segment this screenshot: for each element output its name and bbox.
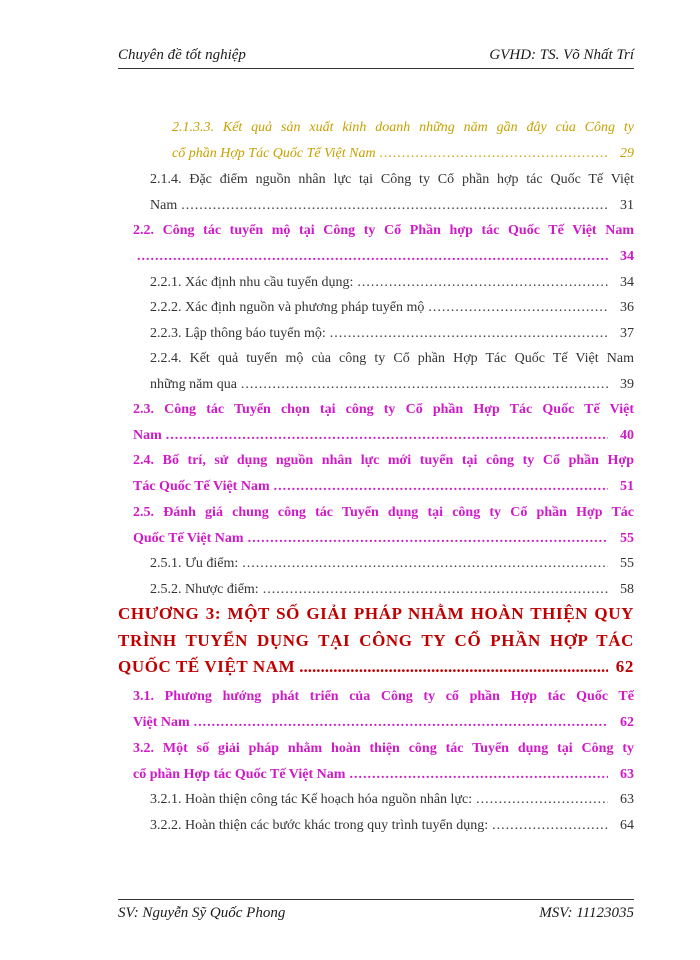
toc-leader-dots	[299, 657, 608, 677]
toc-page-number: 62	[615, 657, 634, 676]
toc-entry-text: cổ phần Hợp tác Quốc Tế Việt Nam	[133, 767, 346, 782]
toc-leader-dots	[476, 792, 608, 808]
toc-entry-last-line	[118, 651, 634, 677]
toc-page-number: 40	[620, 428, 634, 443]
toc-leader-dots	[181, 198, 608, 214]
toc-entry-last-line	[133, 757, 634, 783]
toc-leader-dots	[492, 818, 608, 834]
toc-page-number: 37	[620, 326, 634, 341]
toc-entry-text: 2.2.3. Lập thông báo tuyển mộ:	[150, 326, 326, 341]
toc-entry-last-line	[150, 782, 634, 808]
toc-leader-dots	[241, 377, 608, 393]
toc-entry-text: 3.2. Một số giải pháp nhằm hoàn thiện công tác Tuyển dụng tại Công ty	[133, 741, 634, 756]
toc-entry-line	[133, 731, 634, 757]
toc-page-number: 34	[620, 249, 634, 264]
toc-entry-last-line	[150, 188, 634, 214]
toc-entry-last-line	[150, 546, 634, 572]
toc-page-number: 58	[620, 582, 634, 597]
toc-entry-text: CHƯƠNG 3: MỘT SỐ GIẢI PHÁP NHẰM HOÀN THIỆN QUY	[118, 604, 634, 623]
toc-entry-last-line	[172, 136, 634, 162]
toc-leader-dots	[274, 479, 608, 495]
header-right: GVHD: TS. Võ Nhất Trí	[489, 47, 634, 63]
toc-entry-text: 2.1.3.3. Kết quả sản xuất kinh doanh những năm gần đây của Công ty	[172, 120, 634, 135]
toc-entry-line	[133, 213, 634, 239]
toc-leader-dots	[357, 275, 608, 291]
header-left: Chuyên đề tốt nghiệp	[118, 47, 246, 63]
toc-entry-line	[118, 598, 634, 624]
toc-entry-text: cổ phần Hợp Tác Quốc Tế Việt Nam	[172, 146, 376, 161]
footer-left: SV: Nguyễn Sỹ Quốc Phong	[118, 904, 286, 921]
toc-leader-dots	[330, 326, 608, 342]
toc-entry-text: Tác Quốc Tế Việt Nam	[133, 479, 270, 494]
toc-entry-text: 2.2.4. Kết quả tuyển mộ của công ty Cổ phần Hợp Tác Quốc Tế Việt Nam	[150, 351, 634, 366]
toc-entry-last-line	[150, 367, 634, 393]
toc-entry-last-line	[133, 705, 634, 731]
toc-entry-text: 2.2.2. Xác định nguồn và phương pháp tuyển mộ	[150, 300, 425, 315]
page-footer	[118, 899, 634, 926]
toc-entry-line	[133, 392, 634, 418]
toc-entry-last-line	[150, 572, 634, 598]
toc-page-number: 36	[620, 300, 634, 315]
toc-entry-last-line	[133, 469, 634, 495]
toc-entry-line	[118, 625, 634, 651]
toc-entry-line	[150, 341, 634, 367]
toc-page-number: 31	[620, 198, 634, 213]
toc-entry-text: 2.3. Công tác Tuyển chọn tại công ty Cổ phần Hợp Tác Quốc Tế Việt	[133, 402, 634, 417]
toc-entry-text: 3.2.1. Hoàn thiện công tác Kế hoạch hóa nguồn nhân lực:	[150, 792, 473, 807]
toc-leader-dots	[263, 582, 608, 598]
footer-right: MSV: 11123035	[539, 904, 634, 921]
toc-page-number: 62	[620, 715, 634, 730]
toc-entry-line	[133, 495, 634, 521]
toc-entry-text: 2.5.1. Ưu điểm:	[150, 556, 239, 571]
toc-entry-text: Nam	[133, 428, 162, 443]
toc-entry-line	[133, 443, 634, 469]
toc-entry-text: 2.2. Công tác tuyển mộ tại Công ty Cổ Phần hợp tác Quốc Tế Việt Nam	[133, 223, 634, 238]
toc-leader-dots	[242, 556, 608, 572]
toc-entry-last-line	[133, 418, 634, 444]
toc-entry-text: 3.1. Phương hướng phát triển của Công ty cổ phần Hợp tác Quốc Tế	[133, 689, 634, 704]
page-header	[118, 38, 634, 69]
toc-entry-text: Quốc Tế Việt Nam	[133, 531, 244, 546]
toc-entry-text: 2.4. Bố trí, sử dụng nguồn nhân lực mới tuyển tại công ty Cổ phần Hợp	[133, 453, 634, 468]
toc-page-number: 64	[620, 818, 634, 833]
toc-entry-text: TRÌNH TUYỂN DỤNG TẠI CÔNG TY CỔ PHẦN HỢP TÁC	[118, 631, 634, 650]
toc-leader-dots	[137, 249, 608, 265]
toc-entry-text: 3.2.2. Hoàn thiện các bước khác trong quy trình tuyển dụng:	[150, 818, 489, 833]
toc-leader-dots	[248, 531, 608, 547]
toc-leader-dots	[166, 428, 608, 444]
toc-entry-text: 2.2.1. Xác định nhu cầu tuyển dụng:	[150, 275, 354, 290]
toc-page-number: 34	[620, 275, 634, 290]
toc-entry-text: QUỐC TẾ VIỆT NAM	[118, 657, 296, 676]
toc-page-number: 39	[620, 377, 634, 392]
toc-page-number: 55	[620, 531, 634, 546]
toc-entry-last-line	[150, 265, 634, 291]
toc-entry-last-line	[150, 316, 634, 342]
toc-leader-dots	[349, 767, 608, 783]
toc-entry-text: 2.5. Đánh giá chung công tác Tuyển dụng tại công ty Cổ phần Hợp Tác	[133, 505, 634, 520]
toc-page-number: 29	[620, 146, 634, 161]
toc-entry-last-line	[133, 521, 634, 547]
toc-entry-last-line	[150, 808, 634, 834]
toc-entry-line	[133, 679, 634, 705]
toc-page-number: 63	[620, 792, 634, 807]
toc-entry-text: những năm qua	[150, 377, 237, 392]
toc-leader-dots	[194, 715, 608, 731]
toc-entry-text: 2.1.4. Đặc điểm nguồn nhân lực tại Công ty Cổ phần hợp tác Quốc Tế Việt	[150, 172, 634, 187]
toc-leader-dots	[428, 300, 608, 316]
toc-page-number: 63	[620, 767, 634, 782]
toc-page-number: 55	[620, 556, 634, 571]
toc-entry-line	[150, 162, 634, 188]
toc-entry-line	[172, 110, 634, 136]
toc-leader-dots	[380, 146, 608, 162]
toc-entry-text: Việt Nam	[133, 715, 190, 730]
toc-entry-last-line	[133, 239, 634, 265]
toc-page-number: 51	[620, 479, 634, 494]
toc-entry-last-line	[150, 290, 634, 316]
toc-entry-text: 2.5.2. Nhược điểm:	[150, 582, 259, 597]
toc-entry-text: Nam	[150, 198, 178, 213]
